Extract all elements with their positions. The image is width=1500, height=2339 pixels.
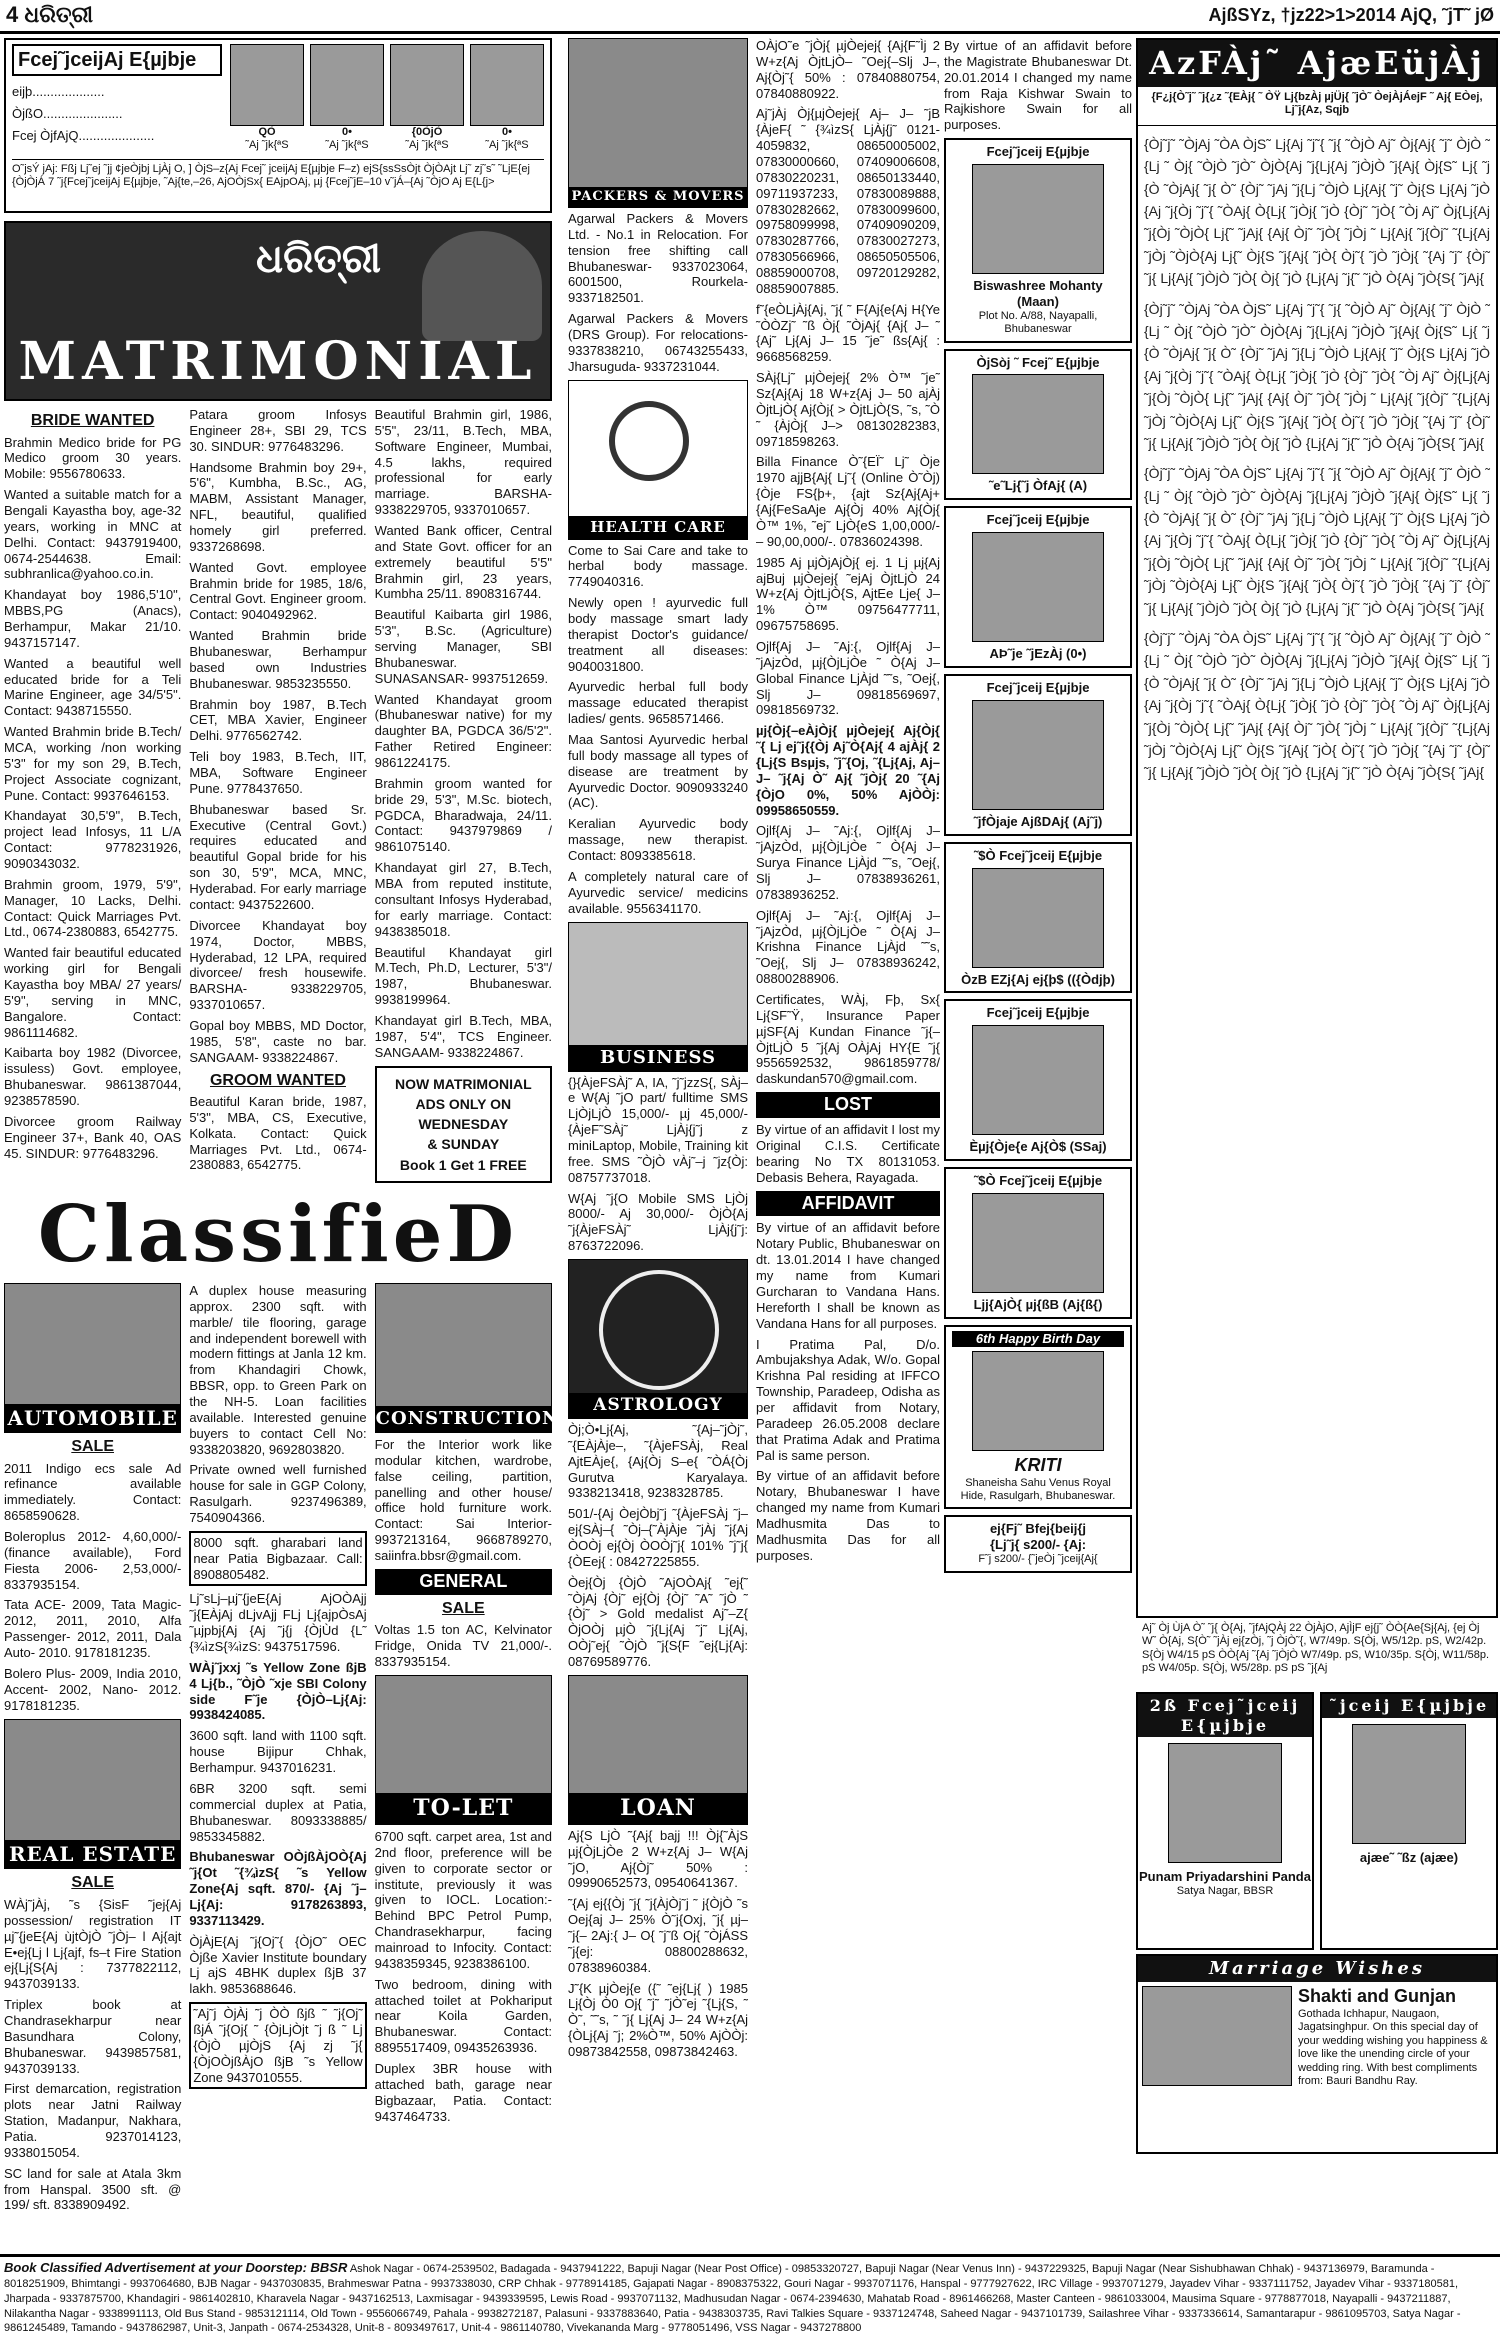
bride-ad: Divorcee groom Railway Engineer 37+, Bank 40, OAS 45. SINDUR: 9776483296. (4, 1113, 182, 1161)
realestate-ad: 3600 sqft. land with 1100 sqft. house Bijipur Chhak, Berhampur. 9437016231. (189, 1728, 367, 1776)
classified-columns (4, 1283, 560, 2213)
classified-banner: ClassifieD (37, 1189, 519, 1280)
baby-field-1: eijþ.................... (12, 84, 105, 100)
large-notice-body: {Òj˜j˜ ˜ÒjAj ˜ÒA ÒjS˜ Lj{Aj ˜j˜{ ˜j{ ˜ÒjÒ Aj˜ Òj{Aj{ ˜j˜ ÒjÒ ˜{Lj ˜ Òj{ ˜ÒjÒ ˜jÒ˜ ÒjÒ{Aj ˜j{Lj{Aj ˜jÒjÒ ˜j{Aj{ Òj{S˜ Lj{ ˜j{Ò ˜ÒjAj{ ˜j{ Ò˜ {Òj˜ ˜jAj ˜j{Lj ˜ÒjÒ Lj{Aj{ ˜j˜ Òj{S Lj{Aj ˜jÒ{Aj ˜j{Òj ˜j˜{ ˜ÒAj{ Ò{Lj{ ˜jÒj{ ˜jÒ {Òj˜ ˜jÒ{ ˜Òj Aj˜ Òj{Lj{Aj ˜j{Òj ˜ÒjÒ{ Lj{˜ ˜jAj{ {Aj{ Òj˜ ˜jÒ{ ˜jÒj ˜ Lj{Aj{ ˜j{Òj˜ ˜{Lj{Aj ˜jÒj ˜ÒjÒ{Aj Lj{˜ Òj{S ˜j{Aj{ ˜jÒ{ Òj˜{ ˜jÒ ˜jÒj{ ˜{Aj ˜j˜ {Òj˜ ˜j{ Lj{Aj{ ˜jÒjÒ ˜jÒ{ Òj{ ˜jÒ {Lj{Aj ˜j{˜ ˜jÒ Ò{Aj ˜jÒ{S{ ˜jAj{ (1144, 135, 1490, 287)
bride-ad: Brahmin Medico bride for PG Medico groom 30 years. Mobile: 9556780633. (4, 434, 182, 482)
marriage-wishes-box (1136, 1954, 1498, 2154)
matrimonial-promo (375, 1066, 552, 1183)
lost-ad: By virtue of an affidavit I lost my Original C.I.S. Certificate bearing No TX 80131053. Debasis Behera, Rayagada. (756, 1122, 940, 1185)
large-notice-title: AzFÀj˜ AjæEüjÀj (1138, 40, 1496, 87)
footer-text: Ashok Nagar - 0674-2539502, Badagada - 9437941222, Bapuji Nagar (Near Post Office) - 09853320727, Bapuji Nagar (Near Venus Inn) - 9437229325, Bapuji Nagar (Near Sishubhawan Chhak) - 9437136979, Baramunda - 8018251909, Bhimtangi - 9937064680, BJB Nagar - 9437030835, Brahmeswar Patna - 9937338030, CRP Chhak - 9778914185, Gajapati Nagar - 8908375322, Gouri Nagar - 9937071176, Hanspal - 9777927622, IRC Village - 9937071279, Jayadev Vihar - 9337111752, Jayadev Vihar - 9337180581, Jharpada - 9337875700, Khandagiri - 9861402810, Kharavela Nagar - 9437162513, Laxmisagar - 9439339595, Lewis Road - 9937071132, Madhusudan Nagar - 0674-2394630, Mahatab Road - 8961466268, Master Canteen - 9861033004, Mausima Square - 9778877018, Nayapalli - 9437211887, Nilakantha Nagar - 9338991113, Old Bus Stand - 9853121114, Old Town - 9556066749, Pahala - 9938272187, Palasuni - 9337883640, Patia - 9438303735, Ravi Talkies Square - 9337124748, Saheed Nagar - 9437101739, Sailashree Vihar - 9337336614, Samantarapur - 9861095703, Satya Nagar - 9861245489, Tamando - 9437862987, Unit-3, Janpath - 0674-2534328, Unit-8 - 8093497617, Unit-4 - 9861140780, Vivekananda Marg - 9778051496, VSS Nagar - 9437278800 (4, 2263, 1461, 2335)
classified-col-3 (374, 1283, 560, 2203)
baby-photo-1 (230, 44, 304, 126)
large-notice-subtitle: {F¿j{Ò˜j˜ ˜j{¿z ˜{EÀj{ ˜ ÒŸ Lj{bzÀj µjÜj{ ˜jÒ˜ ÒejÀjÁejF ˜ Aj{ EÒej, Lj˜j{Az, Sqjb (1151, 91, 1483, 117)
realestate-ad: Bhubaneswar OÒjßÀjOÒ{Aj ˜j{Ot ˜{¾ìzS{ ˜s Yellow Zone{Aj sqft. 870/- {Aj ˜j–Lj{Aj: 9178263893, 9337113429. (189, 1849, 367, 1928)
birthday-photo (972, 532, 1104, 642)
finance-ad: Ojlf{Aj J– ˜Aj:{, Ojlf{Aj J– ˜jAjzÒd, µj{ÒjLjÒe ˜ Ò{Aj J– Krishna Finance LjÀjd ˜˜s, ˜Oej{, Slj J– 07838936242, 08800288906. (756, 907, 940, 987)
baby-slot-2 (310, 44, 384, 153)
birthday-photo (972, 700, 1104, 810)
baby-label-4: ˜Aj ˜jk{ªS (485, 139, 529, 152)
baby-field-2: ÒjßO...................... (12, 106, 123, 122)
marriage-text: Gothada Ichhapur, Naugaon, Jagatsinghpur. On this special day of your wedding wishing you happiness & love like the unending circle of your wedding ring. With best compliments from: Bauri Bandhu Ray. (1298, 2007, 1488, 2087)
baby-contest-note: O˜jsÝ jAj: Fßj Lj˜ej ˜jj ¢jeÒjbj LjÀj O, ] ÒjS–z{Aj Fcej˜ jceijAj E{µjbje F–z) ejS{ssSsÒjt ÒjÒAjt Lj˜ zj˜s˜ ˜LjE{ej {ÒjÒjÁ 7 ˜j{Fcej˜jceijAj E{µjbje, ˜Aj{te,–26, AjOÒjSx{ EAjpOAj, µj {Fcej˜jE–10 v˜jÁ–{Aj ˜ÒjO Aj E{L{j> (12, 159, 544, 193)
small-birthday-box-2 (1320, 1692, 1498, 1950)
realestate-ad: Lj˜sLj–µj˜{jeE{Aj AjOÒAjj ˜j{EÀjAj dLjvAjj FLj Lj{ajpÒsAj ˜µjpbj{Aj {Aj ˜j{j {ÒjÙd {L˜ {¾ìzS{¾ìzS: 9437517596. (189, 1591, 367, 1655)
matrimonial-ad: Khandayat girl B.Tech, MBA, 1987, 5'4", TCS Engineer. SANGAAM- 9338224867. (374, 1012, 552, 1060)
business-image (568, 922, 748, 1072)
affidavit-ad: By virtue of an affidavit before the Magistrate Bhubaneswar Dt. 20.01.2014 I changed my name from Raja Kishwar Swain to Rajkishore Swain for all purposes. (944, 38, 1132, 133)
birthday-name: ˜jfÒjaje AjßDAj{ (Aj˜j) (973, 813, 1103, 829)
tolet-ad: Duplex 3BR house with attached bath, garage near Bigbazaar, Patia. Contact: 9437464733. (374, 2060, 552, 2124)
birthday-name: Ljj{AjÒ{ µj{ßB (Aj{ß{) (973, 1297, 1103, 1312)
bride-wanted-heading: BRIDE WANTED (30, 412, 155, 429)
tolet-caption: TO-LET (376, 1793, 551, 1824)
marriage-wishes-title: Marriage Wishes (1138, 1956, 1496, 1982)
right-column (1136, 38, 1498, 2248)
realestate-ad: WÀj˜jxxj ˜s Yellow Zone ßjB 4 Lj{b., ˜ÒjÒ ˜xje SBI Colony side F˜je {ÒjÒ–Lj{Aj: 9938424085. (189, 1659, 367, 1723)
affidavit-ad: By virtue of an affidavit before Notary, Bhubaneswar I have changed my name from Kumari Madhusmita Das to Madhusmita Das for all purposes. (756, 1468, 940, 1563)
general-heading: GENERAL (375, 1569, 552, 1595)
matrimonial-banner (4, 221, 552, 401)
bride-ad: Wanted a suitable match for a Bengali Kayastha boy, age-32 years, working in MNC at Delhi. Contact: 9437919400, 0674-2544638. Email: subhranlica@yahoo.co.in. (4, 487, 182, 582)
birthday-box-6 (944, 999, 1132, 1161)
automobile-ad: 2011 Indigo ecs sale Ad refinance available immediately. Contact: 8658590628. (4, 1460, 182, 1524)
page-header (0, 0, 1500, 34)
birthday-title: ˜$Ò Fcej˜jceij E{µjbje (973, 1173, 1103, 1189)
promo-line: & SUNDAY (427, 1136, 500, 1153)
bride-ad: Wanted Brahmin bride B.Tech/ MCA, working /non working 5'3" for my son 29, B.Tech, Project Associate cognizant, Pune. Contact: 9937646153. (4, 724, 182, 803)
automobile-ad: Tata ACE- 2009, Tata Magic- 2012, 2011, 2010, Alfa Passenger- 2012, 2011, Dala Auto- 2010. 9178181235. (4, 1597, 182, 1660)
matrimonial-columns (4, 407, 552, 1187)
finance-ad: Ojlf{Aj J– ˜Aj:{, Ojlf{Aj J– ˜jAjzÒd, µj{ÒjLjÒe ˜ Ò{Aj J– Surya Finance LjÀjd ˜˜s, ˜Oej{, Slj J– 07838936261, 07838936252. (756, 823, 940, 902)
middle-column (568, 38, 940, 2248)
matrimonial-ad: Beautiful Kaibarta girl 1986, 5'3", B.Sc. (Agriculture) serving Manager, SBI Bhubaneswar. SUNASANSAR- 9937512659. (374, 607, 552, 686)
left-column (4, 38, 560, 2213)
realestate-ad: ÒjÀjE{Aj ˜j{Oj˜{ {ÒjO˜ OEC Òjße Xavier Institute boundary Lj ajS 4BHK duplex ßjB 37 lakh. 9853688646. (189, 1933, 367, 1997)
realestate-ad: Private owned well furnished house for sale in GGP Colony, Rasulgarh. 9237496389, 7540904366. (189, 1462, 367, 1526)
health-ad: Newly open ! ayurvedic full body massage smart lady therapist Doctor's guidance/ treatment all diseases: 9040031800. (568, 595, 748, 674)
loan-caption: LOAN (569, 1793, 747, 1824)
realestate-ad: 8000 sqft. gharabari land near Patia Bigbazaar. Call: 8908805482. (189, 1531, 366, 1587)
matrimonial-col-3 (375, 407, 552, 1187)
realestate-ad: SC land for sale at Atala 3km from Hanspal. 3500 sft. @ 199/ sft. 8338909492. (4, 2165, 182, 2213)
birthday-name: Èµj{Òje{e Aj{Ò$ (SSaj) (969, 1139, 1107, 1155)
packers-image (568, 38, 748, 208)
baby-field-3: Fcej ÒjfAjQ..................... (12, 128, 155, 144)
loan-ad: ˜{Aj ej{{Òj ˜j{ ˜j{ÀjÒj˜j ˜ j{ÒjÒ ˜s Oej{aj J– 25% Ò˜j{Oxj, ˜j{ µj– ˜j{– 2Aj:{ J– O{ ˜j˜ß Oj{ ˜ÒjÁSS ˜j{ej: 08800288632, 07838960384. (568, 1896, 748, 1975)
large-notice-body: {Òj˜j˜ ˜ÒjAj ˜ÒA ÒjS˜ Lj{Aj ˜j˜{ ˜j{ ˜ÒjÒ Aj˜ Òj{Aj{ ˜j˜ ÒjÒ ˜{Lj ˜ Òj{ ˜ÒjÒ ˜jÒ˜ ÒjÒ{Aj ˜j{Lj{Aj ˜jÒjÒ ˜j{Aj{ Òj{S˜ Lj{ ˜j{Ò ˜ÒjAj{ ˜j{ Ò˜ {Òj˜ ˜jAj ˜j{Lj ˜ÒjÒ Lj{Aj{ ˜j˜ Òj{S Lj{Aj ˜jÒ{Aj ˜j{Òj ˜j˜{ ˜ÒAj{ Ò{Lj{ ˜jÒj{ ˜jÒ {Òj˜ ˜jÒ{ ˜Òj Aj˜ Òj{Lj{Aj ˜j{Òj ˜ÒjÒ{ Lj{˜ ˜jAj{ {Aj{ Òj˜ ˜jÒ{ ˜jÒj ˜ Lj{Aj{ ˜j{Òj˜ ˜{Lj{Aj ˜jÒj ˜ÒjÒ{Aj Lj{˜ Òj{S ˜j{Aj{ ˜jÒ{ Òj˜{ ˜jÒ ˜jÒj{ ˜{Aj ˜j˜ {Òj˜ ˜j{ Lj{Aj{ ˜jÒjÒ ˜jÒ{ Òj{ ˜jÒ {Lj{Aj ˜j{˜ ˜jÒ Ò{Aj ˜jÒ{S{ ˜jAj{ (1144, 465, 1490, 616)
birthday-title: Fcej˜jceij E{µjbje (986, 679, 1090, 695)
birthday-title: ÒjSòj ˜ Fcej˜ E{µjbje (976, 354, 1100, 370)
packers-caption: PACKERS & MOVERS (569, 187, 747, 207)
birthday-name: AÞ˜je ˜jEzÀj (0•) (989, 646, 1087, 662)
matrimonial-ad: Brahmin groom wanted for bride 29, 5'3", M.Sc. biotech, PGDCA, Bharadwaja, 24/11. Contact: 9437979869 / 9861075140. (374, 775, 552, 855)
realestate-ad: A duplex house measuring approx. 2300 sqft. with marble/ tile flooring, garage and independent borewell with modern fittings at Janla 12 km. from Khandagiri Chowk, BBSR, opp. to Green Park on the NH-5. Loan facilities available. Interested genuine buyers to contact Cell No: 9338203820, 9692803820. (189, 1283, 367, 1457)
finance-ad: µj{Òj{–eÀjÒj{ µjÒejej{ Aj{Òj{ ˜{ Lj ej˜j{{Òj Aj˜Ò{Aj{ 4 ajÀj{ 2 {Lj{S Bsµjs, ˜j˜{Oj, ˜{Lj{Aj, Aj– J– ˜j{Aj Ò˜ Aj{ ˜jÒj{ 20 ˜{Aj {ÒjO 0%, 50% AjÒÒj: 09958650559. (756, 723, 940, 818)
realestate-ad: ˜Aj˜j ÒjÀj ˜j ÒÒ ßjß ˜ ˜j{Oj˜ ßjÁ ˜j{Oj{ ˜ {ÒjLjÒjt ˜j ß ˜ Lj {ÒjÒ µjÒjS {Aj zj ˜j{ {ÒjOÒjßÀjO ßjB ˜s Yellow Zone 9437010555. (189, 2002, 366, 2089)
health-image (568, 380, 748, 540)
promo-line: ADS ONLY ON (415, 1095, 512, 1112)
affidavit-ad: I Pratima Pal, D/o. Ambujakshya Adak, W/o. Gopal Krishna Pal residing at IFFCO Township, Paradeep, Odisha as per affidavit from Notary, Paradeep 26.05.2008 declare that Pratima Adak and Pratima Pal is same person. (756, 1336, 940, 1463)
tolet-ad: 6700 sqft. carpet area, 1st and 2nd floor, preference will be given to corporate sector or institute, previously it was given to IOCL. Location:- Behind BPC Petrol Pump, Chandrasekharpur, facing mainroad to Infocity. Contact: 9438359345, 9238386100. (374, 1828, 552, 1971)
birthday-name: KRITI (1014, 1454, 1062, 1475)
astrology-ad: Òj;Ò•Lj{Aj, ˜{Aj–˜jÒj˜, ˜{EÀjÀje–, ˜{ÀjeFSÀj, Real AjtEÀje{, {Aj{Òj S–e{ ˜ÒÁ{Òj Gurutva Karyalaya. 9338213418, 9238328785. (568, 1421, 748, 1501)
business-ad: W{Aj ˜j{O Mobile SMS LjÒj 8000/- Aj 30,000/- ÒjÒ{Aj ˜j{ÀjeFSÀj˜ LjÀj{j˜j: 8763722096. (568, 1190, 748, 1254)
realestate-sale-heading: SALE (71, 1874, 114, 1892)
promo-line: Book 1 Get 1 FREE (399, 1156, 527, 1173)
bride-ad: Khandayat 30,5'9", B.Tech, project lead Infosys, 11 L/A Contact: 9778231926, 9090343032. (4, 808, 182, 871)
matrimonial-ad: Khandayat girl 27, B.Tech, MBA from reputed institute, consultant Infosys Hyderabad, for early marriage. Contact: 9438385018. (374, 860, 552, 939)
baby-age-2: 0• (342, 126, 352, 138)
matrimonial-ad: Gopal boy MBBS, MD Doctor, 1985, 5'8", caste no bar. SANGAAM- 9338224867. (189, 1017, 367, 1065)
groom-wanted-heading: GROOM WANTED (209, 1071, 346, 1089)
construction-caption: CONSTRUCTION (376, 1406, 551, 1432)
birthday-address: F˜j s200/- {˜jeÒj ˜jceij{Aj{ (978, 1553, 1098, 1566)
bride-ad: Wanted fair beautiful educated working girl for Bengali Kayastha boy MBA/ 27 years/ 5'9", serving in MNC, Bangalore. Contact: 9861114682. (4, 945, 182, 1040)
matrimonial-ad: Handsome Brahmin boy 29+, 5'6", Kumbha, B.Sc., AG, MABM, Assistant Manager, NFL, beautiful, qualified homely girl preferred. 9337268698. (189, 459, 367, 554)
birthday-box-5 (944, 842, 1132, 994)
realestate-ad: 6BR 3200 sqft. semi commercial duplex at Patia, Bhubaneswar. 8093338885/ 9853345882. (189, 1780, 367, 1844)
affidavit-ad: By virtue of an affidavit before Notary Public, Bhubaneswar on dt. 13.01.2014 I have changed my name from Kumari Gurcharan to Vandana Hans. Hereforth I shall be known as Vandana Hans for all purposes. (756, 1220, 940, 1331)
birthday-photo (1168, 1743, 1282, 1863)
matrimonial-ad: Beautiful Khandayat girl M.Tech, Ph.D, Lecturer, 5'3"/ 1987, Bhubaneswar. 9938199964. (374, 944, 552, 1008)
birthday-address: Shaneisha Sahu Venus Royal Hide, Rasulgarh, Bhubaneswar. (960, 1476, 1116, 1503)
birthday-box-4 (944, 674, 1132, 836)
general-ad: Voltas 1.5 ton AC, Kelvinator Fridge, Onida TV 21,000/-. 8337935154. (374, 1622, 552, 1670)
footer-title: Book Classified Advertisement at your Doorstep: BBSR (4, 2260, 348, 2275)
baby-age-3: {0ÒjÒ (411, 126, 443, 138)
matrimonial-ad: Wanted Brahmin bride Bhubaneswar, Berhampur based own Industries Bhubaneswar. 9853235550. (189, 628, 367, 691)
realestate-ad: First demarcation, registration plots near Jatni Railway Station, Madanpur, Nakhara, Patia. 9237014123, 9338015054. (4, 2081, 182, 2160)
finance-ad: Billa Finance Ò˜{EÏ˜ Lj˜ Òje 1970 ajjB{Aj{ Lj˜{ (Online Ò˜Òj) {Òje FS{þ+, {ajt Sz{Aj{Aj+ {Aj{FeSaAje Aj{Òj 40% Aj{Òj{ Ò™ 1%, ˜ej˜ LjÒ{eS 1,00,000/- – 90,00,000/-. 07836024398. (756, 454, 940, 549)
large-notice-body: {Òj˜j˜ ˜ÒjAj ˜ÒA ÒjS˜ Lj{Aj ˜j˜{ ˜j{ ˜ÒjÒ Aj˜ Òj{Aj{ ˜j˜ ÒjÒ ˜{Lj ˜ Òj{ ˜ÒjÒ ˜jÒ˜ ÒjÒ{Aj ˜j{Lj{Aj ˜jÒjÒ ˜j{Aj{ Òj{S˜ Lj{ ˜j{Ò ˜ÒjAj{ ˜j{ Ò˜ {Òj˜ ˜jAj ˜j{Lj ˜ÒjÒ Lj{Aj{ ˜j˜ Òj{S Lj{Aj ˜jÒ{Aj ˜j{Òj ˜j˜{ ˜ÒAj{ Ò{Lj{ ˜jÒj{ ˜jÒ {Òj˜ ˜jÒ{ ˜Òj Aj˜ Òj{Lj{Aj ˜j{Òj ˜ÒjÒ{ Lj{˜ ˜jAj{ {Aj{ Òj˜ ˜jÒ{ ˜jÒj ˜ Lj{Aj{ ˜j{Òj˜ ˜{Lj{Aj ˜jÒj ˜ÒjÒ{Aj Lj{˜ Òj{S ˜j{Aj{ ˜jÒ{ Òj˜{ ˜jÒ ˜jÒj{ ˜{Aj ˜j˜ {Òj˜ ˜j{ Lj{Aj{ ˜jÒjÒ ˜jÒ{ Òj{ ˜jÒ {Lj{Aj ˜j{˜ ˜jÒ Ò{Aj ˜jÒ{S{ ˜jAj{ (1144, 300, 1490, 451)
birthday-box-1 (944, 138, 1132, 342)
birthday-title: Fcej˜jceij E{µjbje (986, 512, 1090, 528)
birthday-photo (972, 1193, 1104, 1293)
matrimonial-col-1 (4, 407, 181, 1187)
small-birthday-title: ˜jceij E{µjbje (1322, 1694, 1496, 1718)
footer-booking-centres (0, 2254, 1500, 2339)
classified-col-2 (189, 1283, 366, 2203)
baby-age-1: QÒ (258, 126, 276, 138)
bride-ad: Kaibarta boy 1982 (Divorcee, issuless) Govt. employee, Bhubaneswar. 9861387044, 9238578590. (4, 1045, 182, 1109)
middle-col-a (568, 38, 748, 2065)
birthday-box-2 (944, 349, 1132, 501)
matrimonial-col-2 (189, 407, 366, 1187)
birthday-title: 6th Happy Birth Day (952, 1331, 1124, 1347)
astrology-ad: 501/-{Aj ÒejÒbj˜j ˜{ÀjeFSÀj ˜j–ej{SÀj–{ ˜Òj–{˜ÀjÀje ˜jÀj ˜j{Aj ÒOÒj ej{Òj ÒOÒj˜j{ 101% ˜j˜j{ {ÒEej{ : 08427225855. (568, 1506, 748, 1569)
general-sale-heading: SALE (441, 1599, 485, 1617)
birthday-photo (972, 868, 1104, 968)
astrology-image (568, 1259, 748, 1419)
matrimonial-ad: Bhubaneswar based Sr. Executive (Central Govt.) requires educated and beautiful Gopal bride for his son 30, 5'9", MCA, MNC, Hyderabad. For early marriage contact: 9437522600. (189, 801, 367, 912)
prices-note: Aj˜ Òj ÙjA Ò˜ ˜j{ Ò{Aj, ˜jfAjQÀj 22 ÒjÀjO, AjÌjF ej{j˜ ÒÒ{Ae{Sj{Aj, {ej Òj W˜ Ò{Aj, S{Ò˜ ˜jÀj ej{zÒj, ˜j ÒjÒ˜{, W7/49p. S{Òj, W5/12p. pS, W2/42p. S{Òj W4/15 pS ÒÒ{Aj ˜{Aj ˜jÒjÒ W7/49p. pS, W10/35p. S{Òj, W11/58p. pS W4/05p. S{Òj, W5/28p. pS pS ˜j{Aj (1142, 1622, 1490, 1675)
matrimonial-ad: Wanted Khandayat groom (Bhubaneswar native) for my daughter BA, PGDCA 36/5'2". Father Retired Engineer: 9861224175. (374, 691, 552, 771)
health-ad: Come to Sai Care and take to herbal body massage. 7749040316. (568, 542, 748, 590)
baby-photo-2 (310, 44, 384, 126)
construction-image (375, 1283, 560, 1433)
birthday-title: ˜$Ò Fcej˜jceij E{µjbje (973, 847, 1103, 863)
loan-image (568, 1675, 748, 1825)
classified-col-1 (4, 1283, 182, 2213)
baby-photo-3 (390, 44, 464, 126)
realestate-caption: REAL ESTATE (5, 1840, 180, 1868)
zodiac-wheel-icon (599, 1270, 719, 1390)
matrimonial-ad: Beautiful Brahmin girl, 1986, 5'5", 23/11, B.Tech, MBA, Software Engineer, Mumbai, 4.5 lakhs, required professional for early marriage. BARSHA- 9338229705, 9337010657. (374, 407, 552, 518)
astrology-caption: ASTROLOGY (569, 1393, 747, 1418)
baby-contest-box (4, 38, 552, 213)
small-birthday-title: 2ß Fcej˜jceij E{µjbje (1138, 1694, 1312, 1737)
birthday-box-7 (944, 1167, 1132, 1319)
page-number: 4 ଧରିତ୍ରୀ (6, 2, 94, 28)
baby-label-2: ˜Aj ˜jk{ªS (325, 139, 369, 152)
baby-contest-title: Fcej˜jceijAj E{µjbje (12, 44, 222, 76)
birthday-title: Fcej˜jceij E{µjbje (986, 1005, 1090, 1021)
large-notice-box (1136, 38, 1498, 1618)
birthday-name: ÒzB EZj{Aj ej{þ$ (({Òdjþ) (961, 971, 1115, 987)
couple-photo (1142, 1986, 1292, 2086)
page-date: AjßSYz, †jz22>1>2014 AjQ, ˜jT˜ jØ (1208, 4, 1494, 25)
birthday-address: Plot No. A/88, Nayapalli, Bhubaneswar (978, 309, 1098, 336)
stethoscope-icon (609, 401, 689, 481)
lost-heading: LOST (756, 1092, 940, 1118)
matrimonial-ad: Divorcee Khandayat boy 1974, Doctor, MBBS, Hyderabad, 12 LPA, required divorcee/ fresh housewife. BARSHA- 9338229705, 9337010657. (189, 917, 367, 1013)
business-ad: {}{ÀjeFSÀj˜ A, IA, ˜j˜jzzS{, SÀj–e W{Aj ˜jO part/ fulltime SMS LjÒjLjÒ 15,000/- µj 45,000/- {ÀjeF˜SÀj˜ LjÀj{j˜j z miniLaptop, Mobile, Training kit free. SMS ˜ÒjÒ vÀj˜–j ˜jz{Òj: 08757737018. (568, 1074, 748, 1185)
tolet-ad: Two bedroom, dining with attached toilet at Pokhariput near Koila Garden, Bhubaneswar. Contact: 8895517409, 09435263936. (374, 1976, 552, 2056)
matrimonial-ad: Brahmin boy 1987, B.Tech CET, MBA Xavier, Engineer Delhi. 9776562742. (189, 696, 367, 744)
baby-slot-4 (470, 44, 544, 153)
promo-line: NOW MATRIMONIAL (395, 1075, 532, 1092)
loan-ad: Aj{S LjÒ ˜{Aj{ bajj !!! Òj{˜ÀjS µj{ÒjLjÒe 2 W+z{Aj J– W{Aj ˜jO, Aj{Òj˜ 50% : 09990652573, 09540641367. (568, 1827, 748, 1891)
large-notice-body: {Òj˜j˜ ˜ÒjAj ˜ÒA ÒjS˜ Lj{Aj ˜j˜{ ˜j{ ˜ÒjÒ Aj˜ Òj{Aj{ ˜j˜ ÒjÒ ˜{Lj ˜ Òj{ ˜ÒjÒ ˜jÒ˜ ÒjÒ{Aj ˜j{Lj{Aj ˜jÒjÒ ˜j{Aj{ Òj{S˜ Lj{ ˜j{Ò ˜ÒjAj{ ˜j{ Ò˜ {Òj˜ ˜jAj ˜j{Lj ˜ÒjÒ Lj{Aj{ ˜j˜ Òj{S Lj{Aj ˜jÒ{Aj ˜j{Òj ˜j˜{ ˜ÒAj{ Ò{Lj{ ˜jÒj{ ˜jÒ {Òj˜ ˜jÒ{ ˜Òj Aj˜ Òj{Lj{Aj ˜j{Òj ˜ÒjÒ{ Lj{˜ ˜jAj{ {Aj{ Òj˜ ˜jÒ{ ˜jÒj ˜ Lj{Aj{ ˜j{Òj˜ ˜{Lj{Aj ˜jÒj ˜ÒjÒ{Aj Lj{˜ Òj{S ˜j{Aj{ ˜jÒ{ Òj˜{ ˜jÒ ˜jÒj{ ˜{Aj ˜j˜ {Òj˜ ˜j{ Lj{Aj{ ˜jÒjÒ ˜jÒ{ Òj{ ˜jÒ {Lj{Aj ˜j{˜ ˜jÒ Ò{Aj ˜jÒ{S{ ˜jAj{ (1144, 630, 1490, 781)
matrimonial-ad: Wanted Bank officer, Central and State Govt. officer for an extremely beautiful 5'5" Brahmin girl, 23 years, Kumbha 25/11. 8908316744. (374, 523, 552, 602)
middle-col-b (756, 38, 940, 2065)
matrimonial-ad: Patara groom Infosys Engineer 28+, SBI 29, TCS 30. SINDUR: 9776483296. (189, 407, 367, 454)
automobile-caption: AUTOMOBILE (5, 1404, 180, 1432)
birthday-box-3 (944, 506, 1132, 668)
birthday-photo (972, 374, 1104, 474)
birthday-name: ˜e˜Lj{˜j ÒfAj{ (A) (988, 478, 1088, 494)
bride-ad: Wanted a beautiful well educated bride for a Teli Marine Engineer, age 34/5'5". Contact: 9438715550. (4, 655, 182, 719)
automobile-sale-heading: SALE (71, 1438, 114, 1455)
small-birthdays-row (1136, 1692, 1498, 1950)
finance-ad: 1985 Aj µjÒjAjÒj{ ej. 1 Lj µj{Aj ajBuj µjÒejej{ ˜ejAj ÒjtLjÒ 24 W+z{Aj ÒjtLjÒ{S, AjtEe Lje{ J– 1% Ò™ 09756477711, 09675758695. (756, 554, 940, 634)
automobile-ad: Boleroplus 2012- 4,60,000/- (finance available), Ford Fiesta 2006- 2,53,000/- 8337935154. (4, 1528, 182, 1592)
affidavit-heading: AFFIDAVIT (756, 1191, 940, 1217)
promo-line: WEDNESDAY (418, 1116, 509, 1133)
baby-age-4: 0• (502, 126, 512, 138)
baby-photo-4 (470, 44, 544, 126)
marriage-names: Shakti and Gunjan (1298, 1985, 1457, 2006)
automobile-image (4, 1283, 181, 1433)
bride-ad: Khandayat boy 1986,5'10", MBBS,PG (Anacs), Berhampur, Makar 21/10. 9437157147. (4, 587, 182, 650)
finance-ad: Certificates, WÀj, Fþ, Sx{ Lj{SF˜Ÿ, Insurance Paper µjSF{Aj Kundan Finance ˜j{– ÒjtLjÒ 5 ˜j{Aj OÀjAj HY{E ˜j{ 9556592532, 9861859778/ daskundan570@gmail.com. (756, 991, 940, 1087)
birthday-name: {Lj˜j{ s200/- {Aj: (989, 1537, 1087, 1553)
birthday-title: ej{Fj˜ Bfej{beij{j (989, 1521, 1087, 1537)
birthday-photo (972, 1025, 1104, 1135)
birthday-column (944, 38, 1132, 2248)
health-ad: Keralian Ayurvedic body massage, new therapist. Contact: 8093385618. (568, 816, 748, 864)
matrimonial-logo: ଧରିତ୍ରୀ (256, 235, 381, 282)
groom-ad: Beautiful Karan bride, 1987, 5'3", MBA, CS, Executive, Kolkata. Contact: Quick Marriages Pvt. Ltd., 0674-2380883, 6542775. (189, 1094, 367, 1173)
finance-ad: Ojlf{Aj J– ˜Aj:{, Ojlf{Aj J– ˜jAjzÒd, µj{ÒjLjÒe ˜ Ò{Aj J– Global Finance LjÀjd ˜˜s, ˜Oej{, Slj J– 09818569697, 09818569732. (756, 638, 940, 718)
finance-ad: OÀjO˜e ˜jÒj{ µjÒejej{ {Aj{F˜Ìj 2 W+z{Aj ÒjtLjÒ– ˜Oej{–Slj J–, Aj{Òj˜{ 50% : 07840880754, 07840880922. (756, 38, 940, 101)
bride-ad: Brahmin groom, 1979, 5'9", Manager, 10 Lacks, Delhi. Contact: Quick Marriages Pvt. Ltd., 0674-2380883, 6542775. (4, 876, 182, 940)
small-birthday-box-1 (1136, 1692, 1314, 1950)
realestate-ad: Triplex book at Chandrasekharpur near Basundhara Colony, Bhubaneswar. 9439857581, 9437039133. (4, 1997, 182, 2076)
birthday-name: Biswashree Mohanty (Maan) (973, 278, 1103, 309)
packers-ad: Agarwal Packers & Movers Ltd. - No.1 in Relocation. For tension free shifting call Bhubaneswar- 9337023064, 6001500, Rourkela- 9337182501. (568, 211, 748, 306)
baby-label-1: ˜Aj ˜jk{ªS (245, 139, 289, 152)
construction-ad: For the Interior work like modular kitchen, wardrobe, false ceiling, partition, panelling and other house/ office hold furniture work. Contact: Sai Interior- 9937213164, 9668789270, saiinfra.bbsr@gmail.com. (374, 1437, 552, 1564)
realestate-image (4, 1719, 181, 1869)
birthday-photo (972, 164, 1104, 274)
health-ad: Maa Santosi Ayurvedic herbal full body massage all types of disease are treatment by Ayurvedic Doctor. 9090933240 (AC). (568, 732, 748, 811)
matrimonial-ad: Wanted Govt. employee Brahmin bride for 1985, 18/6, Central Govt. Engineer groom. Contact: 9040492962. (189, 559, 367, 623)
realestate-ad: WÀj˜jÀj, ˜s {SisF ˜jej{Aj possession/ registration IT µj˜{jeE{Aj ùjtÒjÒ ˜jÒj– l Aj{ajt E•ej{Lj l Lj{ajf, fs–t Fire Station ej{Lj{S{Aj : 7377822112, 9437039133. (4, 1896, 182, 1992)
finance-ad: Aj˜jÀj Òj{µjÒejej{ Aj– J– ˜jB {ÀjeF{ ˜ {¾ìzS{ LjÀj{j˜ 0121-4059832, 08650005002, 07830000660, 07409006608, 07830220231, 08650133440, 09711937233, 07830089888, 07830282662, 07830099600, 09758099998, 07409090209, 07830287766, 07830027273, 07830566966, 08650505506, 08859000708, 09720129282, 08859007885. (756, 106, 940, 296)
baby-label-3: ˜Aj ˜jk{ªS (405, 139, 449, 152)
small-birthday-name: ajæe˜ ˜ßz (ajæe) (1359, 1849, 1459, 1865)
birthday-title: Fcej˜jceij E{µjbje (986, 144, 1090, 160)
finance-ad: SÀj{Lj˜ µjÒejej{ 2% Ò™ ˜je˜ Sz{Aj{Aj 18 W+z{Aj J– 50 ajÀj ÒjtLjÒ{ Aj{Òj{ > ÒjtLjÒ{S, ˜s, ˜Ò ˜ {ÀjÒj{ J–> 08130282383, 09718598263. (756, 370, 940, 449)
birthday-box-8 (944, 1325, 1132, 1510)
matrimonial-title: MATRIMONIAL (18, 330, 538, 392)
baby-slot-1 (230, 44, 304, 153)
baby-slot-3 (390, 44, 464, 153)
birthday-box-9 (944, 1515, 1132, 1572)
health-ad: Ayurvedic herbal full body massage educated therapist ladies/ gents. 9658571466. (568, 679, 748, 727)
automobile-ad: Bolero Plus- 2009, India 2010, Accent- 2002, Nano- 2012. 9178181235. (4, 1665, 182, 1713)
finance-ad: f˜{eÒLjÀj{Aj, ˜j{ ˜ F{Aj{e{Aj H{Ye ˜ÒÒZj˜ ˜ß Òj{ ˜ÒjAj{ {Aj{ J– ˜ {Aj˜ Lj{Aj J– 15 ˜je˜ ßs{Aj{ : 9668568259. (756, 301, 940, 365)
small-birthday-name: Punam Priyadarshini Panda (1139, 1869, 1311, 1885)
health-ad: A completely natural care of Ayurvedic service/ medicins available. 9556341170. (568, 868, 748, 916)
packers-ad: Agarwal Packers & Movers (DRS Group). For relocations- 9337838210, 06743255433, Jharsuguda- 9337231044. (568, 311, 748, 374)
business-caption: BUSINESS (569, 1045, 747, 1071)
astrology-ad: Òej{Òj {ÒjÒ ˜AjOÒAj{ ˜ej{˜ ˜ÒjAj {Òj˜ ej{Òj {Òj˜ ˜A˜ ˜jÒ ˜ {Òj˜ > Gold medalist Aj˜–Z{ ÒjOÒj µjÒ ˜j{Lj{Aj ˜j˜ Lj{Aj, OÒj˜ej{ ˜ÒjÒ ˜j{S{F ˜ej{Lj{Aj: 08769589776. (568, 1574, 748, 1669)
birthday-photo (972, 1351, 1104, 1451)
small-birthday-address: Satya Nagar, BBSR (1176, 1884, 1274, 1897)
loan-ad: J˜{K µjÒej{e ({˜ ˜ej{Lj{ ) 1985 Lj{Òj Ò0 Oj{ ˜j˜ ˜jÒ˜ej ˜{Lj{S, ˜ Ò˜, ˜˜s, ˜ ˜j{ Lj{Aj J– 24 W+z{Aj {ÒLj{Aj ˜j; 2%Ò™, 50% AjÒÒj: 09873842558, 09873842463. (568, 1980, 748, 2060)
matrimonial-ad: Teli boy 1983, B.Tech, IIT, MBA, Software Engineer Pune. 9778437650. (189, 749, 367, 796)
health-caption: HEALTH CARE (569, 516, 747, 538)
tolet-image (375, 1675, 552, 1825)
birthday-photo (1352, 1724, 1466, 1844)
couple-image (422, 231, 542, 341)
